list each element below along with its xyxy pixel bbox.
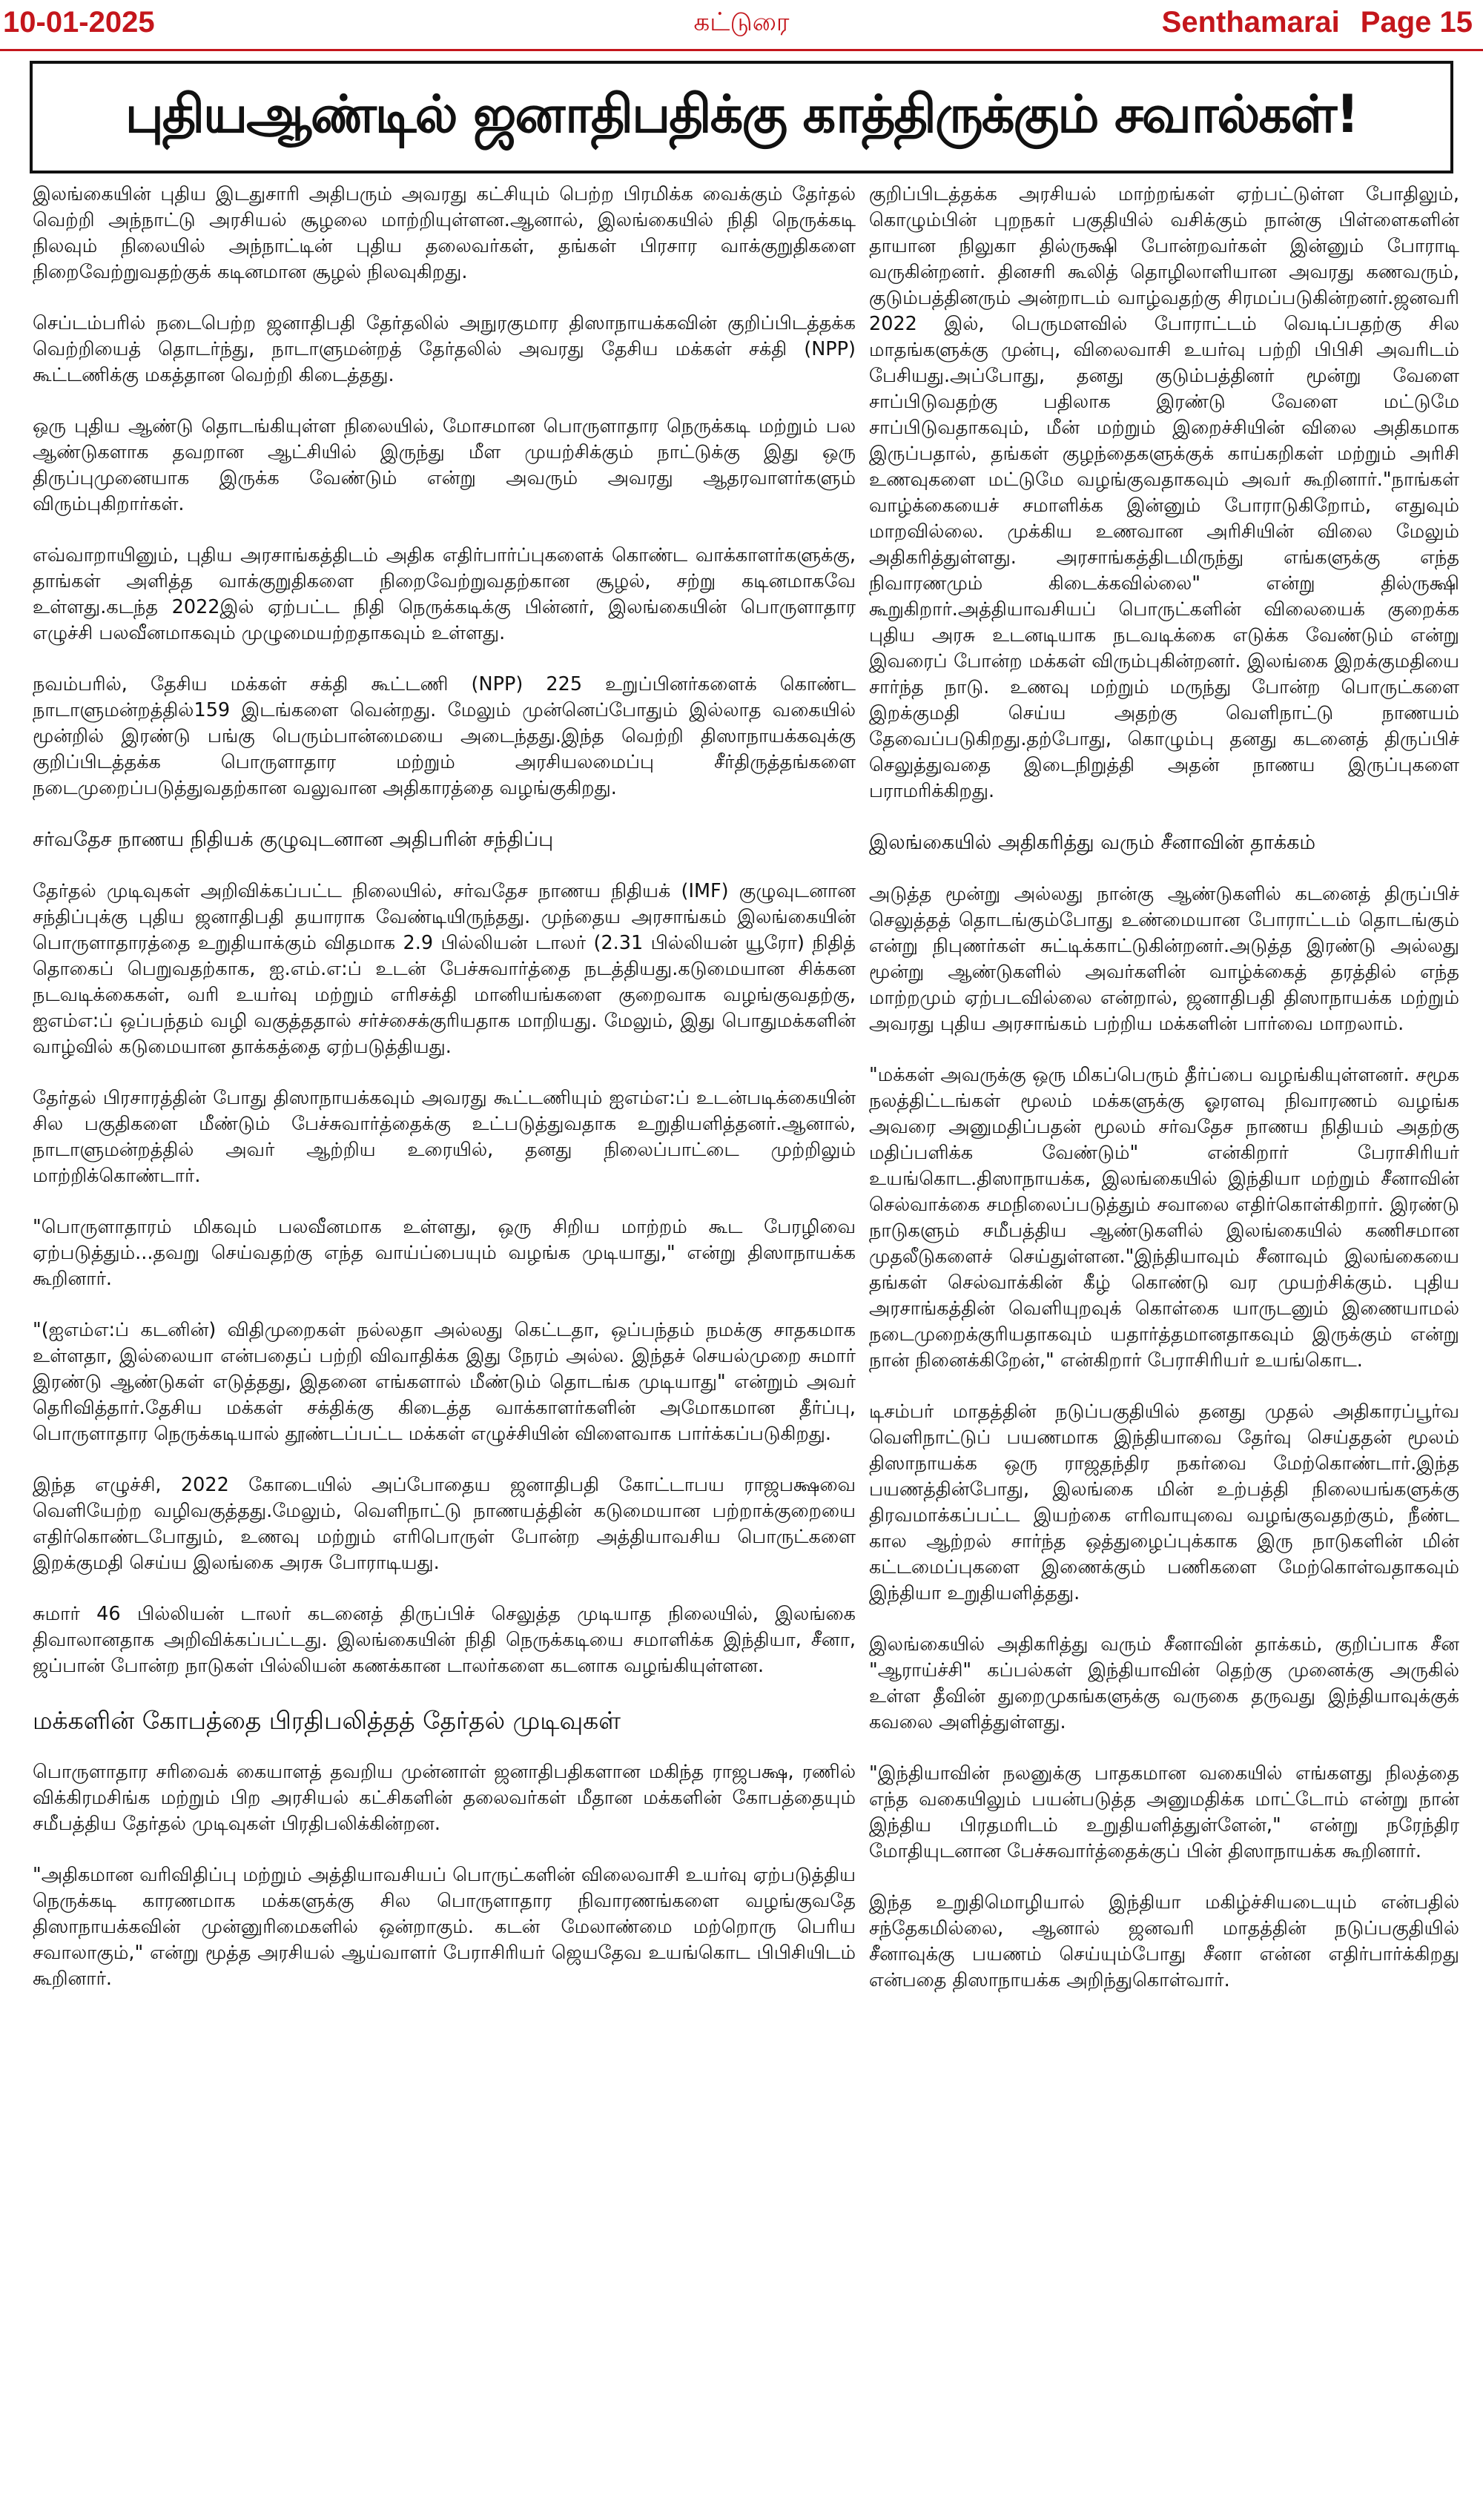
paragraph: எவ்வாறாயினும், புதிய அரசாங்கத்திடம் அதிக எதிர்பார்ப்புகளைக் கொண்ட வாக்காளர்களுக்கு, தாங்கள் அளித்த வாக்குறுதிகளை நிறைவேற்றுவதற்கான சூழல், சற்று கடினமாகவே உள்ளது.கடந்த 2022இல் ஏற்பட்ட நிதி நெருக்கடிக்கு பின்னர், இலங்கையின் பொருளாதார எழுச்சி பலவீனமாகவும் முழுமையற்றதாகவும் உள்ளது. <box>33 544 856 644</box>
subheading-imf-meeting: சர்வதேச நாணய நிதியக் குழுவுடனான அதிபரின் சந்திப்பு <box>33 828 554 851</box>
left-column <box>33 182 856 2017</box>
paragraph: சுமார் 46 பில்லியன் டாலர் கடனைத் திருப்பிச் செலுத்த முடியாத நிலையில், இலங்கை திவாலானதாக அறிவிக்கப்பட்டது. இலங்கையின் நிதி நெருக்கடியை சமாளிக்க இந்தியா, சீனா, ஜப்பான் போன்ற நாடுகள் பில்லியன் கணக்கான டாலர்களை கடனாக வழங்கியுள்ளன. <box>33 1603 856 1677</box>
paragraph: பொருளாதார சரிவைக் கையாளத் தவறிய முன்னாள் ஜனாதிபதிகளான மகிந்த ராஜபக்ஷ, ரணில் விக்கிரமசிங்க மற்றும் பிற அரசியல் கட்சிகளின் தலைவர்கள் மீதான மக்களின் கோபத்தையும் சமீபத்திய தேர்தல் முடிவுகள் பிரதிபலிக்கின்றன. <box>33 1761 856 1835</box>
headline-box <box>30 61 1453 173</box>
article-headline: புதியஆண்டில் ஜனாதிபதிக்கு காத்திருக்கும் சவால்கள்! <box>125 83 1358 145</box>
paragraph: இலங்கையின் புதிய இடதுசாரி அதிபரும் அவரது கட்சியும் பெற்ற பிரமிக்க வைக்கும் தேர்தல் வெற்றி அந்நாட்டு அரசியல் சூழலை மாற்றியுள்ளன.ஆனால், இலங்கையில் நிதி நெருக்கடி நிலவும் நிலையில் அந்நாட்டின் புதிய தலைவர்கள், தங்கள் பிரசார வாக்குறுதிகளை நிறைவேற்றுவதற்குக் கடினமான சூழல் நிலவுகிறது. <box>33 183 856 283</box>
subheading-election-results: மக்களின் கோபத்தை பிரதிபலித்தத் தேர்தல் முடிவுகள் <box>33 1706 621 1735</box>
paragraph: இலங்கையில் அதிகரித்து வரும் சீனாவின் தாக்கம், குறிப்பாக சீன "ஆராய்ச்சி" கப்பல்கள் இந்தியாவின் தெற்கு முனைக்கு அருகில் உள்ள தீவின் துறைமுகங்களுக்கு வருகை தருவது இந்தியாவுக்குக் கவலை அளித்துள்ளது. <box>869 1633 1459 1733</box>
paragraph: "அதிகமான வரிவிதிப்பு மற்றும் அத்தியாவசியப் பொருட்களின் விலைவாசி உயர்வு ஏற்படுத்திய நெருக்கடி காரணமாக மக்களுக்கு சில பொருளாதார நிவாரணங்களை வழங்குவதே திஸாநாயக்கவின் முன்னுரிமைகளில் ஒன்றாகும். கடன் மேலாண்மை மற்றொரு பெரிய சவாலாகும்," என்று மூத்த அரசியல் ஆய்வாளர் பேராசிரியர் ஜெயதேவ உயங்கொட பிபிசியிடம் கூறினார். <box>33 1864 856 1990</box>
paragraph: "மக்கள் அவருக்கு ஒரு மிகப்பெரும் தீர்ப்பை வழங்கியுள்ளனர். சமூக நலத்திட்டங்கள் மூலம் மக்களுக்கு ஓரளவு நிவாரணம் வழங்க அவரை அனுமதிப்பதன் மூலம் சர்வதேச நாணய நிதியம் அதற்கு மதிப்பளிக்க வேண்டும்" என்கிறார் பேராசிரியர் உயங்கொட.திஸாநாயக்க, இலங்கையில் இந்தியா மற்றும் சீனாவின் செல்வாக்கை சமநிலைப்படுத்தும் சவாலை எதிர்கொள்கிறார். இரண்டு நாடுகளும் சமீபத்திய ஆண்டுகளில் இலங்கையில் கணிசமான முதலீடுகளைச் செய்துள்ளன."இந்தியாவும் சீனாவும் இலங்கையை தங்கள் செல்வாக்கின் கீழ் கொண்டு வர முயற்சிக்கும். புதிய அரசாங்கத்தின் வெளியுறவுக் கொள்கை யாருடனும் இணையாமல் நடைமுறைக்குரியதாகவும் யதார்த்தமானதாகவும் இருக்கும் என்று நான் நினைக்கிறேன்," என்கிறார் பேராசிரியர் உயங்கொட. <box>869 1064 1459 1372</box>
paragraph: அடுத்த மூன்று அல்லது நான்கு ஆண்டுகளில் கடனைத் திருப்பிச் செலுத்தத் தொடங்கும்போது உண்மையான போராட்டம் தொடங்கும் என்று நிபுணர்கள் சுட்டிக்காட்டுகின்றனர்.அடுத்த இரண்டு அல்லது மூன்று ஆண்டுகளில் அவர்களின் வாழ்க்கைத் தரத்தில் எந்த மாற்றமும் ஏற்படவில்லை என்றால், ஜனாதிபதி திஸாநாயக்க மற்றும் அவரது புதிய அரசாங்கம் பற்றிய மக்களின் பார்வை மாறலாம். <box>869 883 1459 1035</box>
paragraph: நவம்பரில், தேசிய மக்கள் சக்தி கூட்டணி (NPP) 225 உறுப்பினர்களைக் கொண்ட நாடாளுமன்றத்தில்159 இடங்களை வென்றது. மேலும் முன்னெப்போதும் இல்லாத வகையில் மூன்றில் இரண்டு பங்கு பெரும்பான்மையை அடைந்தது.இந்த வெற்றி திஸாநாயக்கவுக்கு குறிப்பிடத்தக்க பொருளாதார மற்றும் அரசியலமைப்பு சீர்திருத்தங்களை நடைமுறைப்படுத்துவதற்கான வலுவான அதிகாரத்தை வழங்குகிறது. <box>33 673 856 799</box>
subheading-china-influence: இலங்கையில் அதிகரித்து வரும் சீனாவின் தாக்கம் <box>869 831 1316 854</box>
paragraph: "(ஐஎம்எ:ப் கடனின்) விதிமுறைகள் நல்லதா அல்லது கெட்டதா, ஒப்பந்தம் நமக்கு சாதகமாக உள்ளதா, இல்லையா என்பதைப் பற்றி விவாதிக்க இது நேரம் அல்ல. இந்தச் செயல்முறை சுமார் இரண்டு ஆண்டுகள் எடுத்தது, இதனை எங்களால் மீண்டும் தொடங்க முடியாது" என்றும் அவர் தெரிவித்தார்.தேசிய மக்கள் சக்திக்கு கிடைத்த வாக்காளர்களின் அமோகமான தீர்ப்பு, பொருளாதார நெருக்கடியால் தூண்டப்பட்ட மக்கள் எழுச்சியின் விளைவாக பார்க்கப்படுகிறது. <box>33 1319 856 1445</box>
paragraph: "இந்தியாவின் நலனுக்கு பாதகமான வகையில் எங்களது நிலத்தை எந்த வகையிலும் பயன்படுத்த அனுமதிக்க மாட்டோம் என்று நான் இந்திய பிரதமரிடம் உறுதியளித்துள்ளேன்," என்று நரேந்திர மோதியுடனான பேச்சுவார்த்தைக்குப் பின் திஸாநாயக்க கூறினார். <box>869 1762 1459 1862</box>
page-number: Page 15 <box>1360 6 1473 39</box>
paragraph: தேர்தல் பிரசாரத்தின் போது திஸாநாயக்கவும் அவரது கூட்டணியும் ஐஎம்எ:ப் உடன்படிக்கையின் சில பகுதிகளை மீண்டும் பேச்சுவார்த்தைக்கு உட்படுத்துவதாக உறுதியளித்தனர்.ஆனால், நாடாளுமன்றத்தில் அவர் ஆற்றிய உரையில், தனது நிலைப்பாட்டை முற்றிலும் மாற்றிக்கொண்டார். <box>33 1087 856 1187</box>
paragraph: இந்த எழுச்சி, 2022 கோடையில் அப்போதைய ஜனாதிபதி கோட்டாபய ராஜபக்ஷவை வெளியேற்ற வழிவகுத்தது.மேலும், வெளிநாட்டு நாணயத்தின் கடுமையான பற்றாக்குறையை எதிர்கொண்டபோதும், உணவு மற்றும் எரிபொருள் போன்ற அத்தியாவசிய பொருட்களை இறக்குமதி செய்ய இலங்கை அரசு போராடியது. <box>33 1474 856 1574</box>
issue-date: 10-01-2025 <box>3 6 155 39</box>
page-header <box>0 0 1483 51</box>
paragraph: செப்டம்பரில் நடைபெற்ற ஜனாதிபதி தேர்தலில் அநுரகுமார திஸாநாயக்கவின் குறிப்பிடத்தக்க வெற்றியைத் தொடர்ந்து, நாடாளுமன்றத் தேர்தலில் அவரது தேசிய மக்கள் சக்தி (NPP) கூட்டணிக்கு மகத்தான வெற்றி கிடைத்தது. <box>33 312 856 386</box>
right-column <box>869 182 1459 2019</box>
paragraph: ஒரு புதிய ஆண்டு தொடங்கியுள்ள நிலையில், மோசமான பொருளாதார நெருக்கடி மற்றும் பல ஆண்டுகளாக தவறான ஆட்சியில் இருந்து மீள முயற்சிக்கும் நாட்டுக்கு இது ஒரு திருப்புமுனையாக இருக்க வேண்டும் என்று அவரும் அவரது ஆதரவாளர்களும் விரும்புகிறார்கள். <box>33 415 856 515</box>
paragraph: குறிப்பிடத்தக்க அரசியல் மாற்றங்கள் ஏற்பட்டுள்ள போதிலும், கொழும்பின் புறநகர் பகுதியில் வசிக்கும் நான்கு பிள்ளைகளின் தாயான நிலுகா தில்ருக்ஷி போன்றவர்கள் இன்னும் போராடி வருகின்றனர். தினசரி கூலித் தொழிலாளியான அவரது கணவரும், குடும்பத்தினரும் அன்றாடம் வாழ்வதற்கு சிரமப்படுகின்றனர்.ஜனவரி 2022 இல், பெருமளவில் போராட்டம் வெடிப்பதற்கு சில மாதங்களுக்கு முன்பு, விலைவாசி உயர்வு பற்றி பிபிசி அவரிடம் பேசியது.அப்போது, தனது குடும்பத்தினர் மூன்று வேளை சாப்பிடுவதற்கு பதிலாக இரண்டு வேளை மட்டுமே சாப்பிடுவதாகவும், மீன் மற்றும் இறைச்சியின் விலை அதிகமாக இருப்பதால், தங்கள் குழந்தைகளுக்குக் காய்கறிகள் மற்றும் அரிசி உணவுகளை மட்டுமே வழங்குவதாகவும் அவர் கூறினார்."நாங்கள் வாழ்க்கையைச் சமாளிக்க இன்னும் போராடுகிறோம், எதுவும் மாறவில்லை. முக்கிய உணவான அரிசியின் விலை மேலும் அதிகரித்துள்ளது. அரசாங்கத்திடமிருந்து எங்களுக்கு எந்த நிவாரணமும் கிடைக்கவில்லை" என்று தில்ருக்ஷி கூறுகிறார்.அத்தியாவசியப் பொருட்களின் விலையைக் குறைக்க புதிய அரசு உடனடியாக நடவடிக்கை எடுக்க வேண்டும் என்று இவரைப் போன்ற மக்கள் விரும்புகின்றனர். இலங்கை இறக்குமதியை சார்ந்த நாடு. உணவு மற்றும் மருந்து போன்ற பொருட்களை இறக்குமதி செய்ய அதற்கு வெளிநாட்டு நாணயம் தேவைப்படுகிறது.தற்போது, கொழும்பு தனது கடனைத் திருப்பிச் செலுத்துவதை இடைநிறுத்தி அதன் நாணய இருப்புகளை பராமரிக்கிறது. <box>869 183 1459 802</box>
paragraph: டிசம்பர் மாதத்தின் நடுப்பகுதியில் தனது முதல் அதிகாரப்பூர்வ வெளிநாட்டுப் பயணமாக இந்தியாவை தேர்வு செய்ததன் மூலம் திஸாநாயக்க ஒரு ராஜதந்திர நகர்வை மேற்கொண்டார்.இந்த பயணத்தின்போது, இலங்கை மின் உற்பத்தி நிலையங்களுக்கு திரவமாக்கப்பட்ட இயற்கை எரிவாயுவை வழங்குவதற்கும், நீண்ட கால ஆற்றல் சார்ந்த ஒத்துழைப்புக்காக இரு நாடுகளின் மின் கட்டமைப்புகளை இணைக்கும் பணிகளை மேற்கொள்வதாகவும் இந்தியா உறுதியளித்தது. <box>869 1400 1459 1604</box>
paragraph: தேர்தல் முடிவுகள் அறிவிக்கப்பட்ட நிலையில், சர்வதேச நாணய நிதியக் (IMF) குழுவுடனான சந்திப்புக்கு புதிய ஜனாதிபதி தயாராக வேண்டியிருந்தது. முந்தைய அரசாங்கம் இலங்கையின் பொருளாதாரத்தை உறுதியாக்கும் விதமாக 2.9 பில்லியன் டாலர் (2.31 பில்லியன் யூரோ) நிதித் தொகைப் பெறுவதற்காக, ஐ.எம்.எ:ப் உடன் பேச்சுவார்த்தை நடத்தியது.கடுமையான சிக்கன நடவடிக்கைகள், வரி உயர்வு மற்றும் எரிசக்தி மானியங்களை குறைவாக வழங்குவதற்கு, ஐஎம்எ:ப் ஒப்பந்தம் வழி வகுத்ததால் சர்ச்சைக்குரியதாக மாறியது. மேலும், இது பொதுமக்களின் வாழ்வில் கடுமையான தாக்கத்தை ஏற்படுத்தியது. <box>33 880 856 1058</box>
publication-info <box>1162 6 1473 39</box>
section-label: கட்டுரை <box>693 7 790 37</box>
paragraph: "பொருளாதாரம் மிகவும் பலவீனமாக உள்ளது, ஒரு சிறிய மாற்றம் கூட பேரழிவை ஏற்படுத்தும்...தவறு செய்வதற்கு எந்த வாய்ப்பையும் வழங்க முடியாது," என்று திஸாநாயக்க கூறினார். <box>33 1216 856 1290</box>
publication-name: Senthamarai <box>1161 6 1340 39</box>
paragraph: இந்த உறுதிமொழியால் இந்தியா மகிழ்ச்சியடையும் என்பதில் சந்தேகமில்லை, ஆனால் ஜனவரி மாதத்தின் நடுப்பகுதியில் சீனாவுக்கு பயணம் செய்யும்போது சீனா என்ன எதிர்பார்க்கிறது என்பதை திஸாநாயக்க அறிந்துகொள்வார். <box>869 1891 1459 1991</box>
